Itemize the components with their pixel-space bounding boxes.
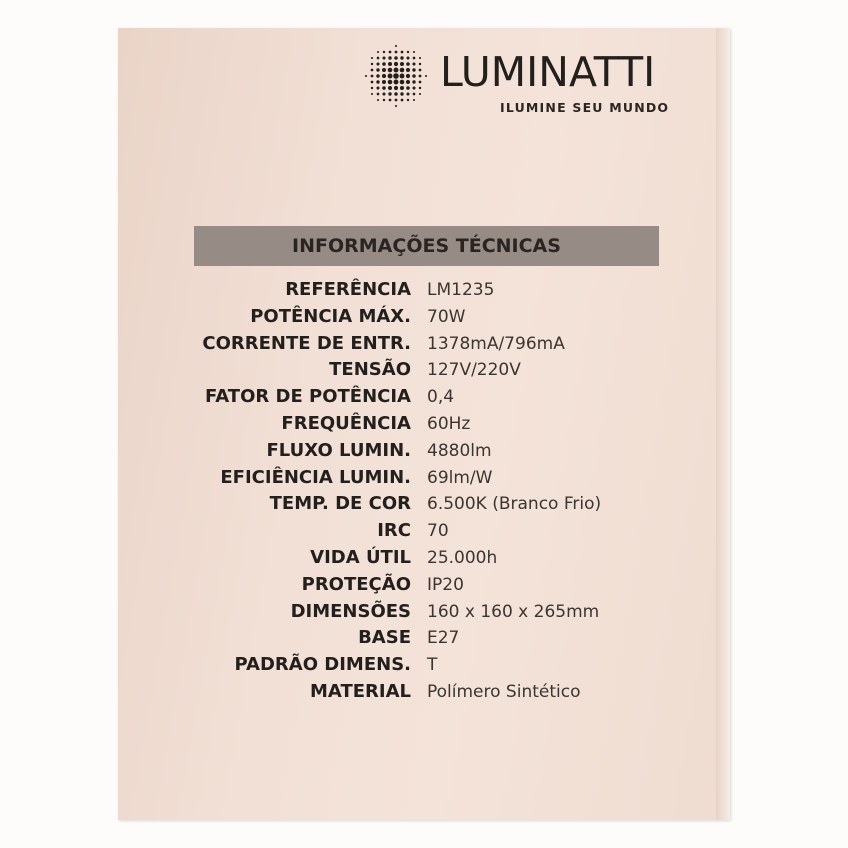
spec-row xyxy=(0,599,848,625)
spec-label: REFERÊNCIA xyxy=(285,279,411,300)
spec-label: FLUXO LUMIN. xyxy=(266,439,411,461)
spec-label: DIMENSÕES xyxy=(290,600,411,622)
spec-label: BASE xyxy=(358,627,411,649)
spec-label: TENSÃO xyxy=(329,359,411,381)
spec-value: 69lm/W xyxy=(427,467,493,488)
spec-value: 70 xyxy=(427,521,449,542)
spec-value: E27 xyxy=(427,628,460,649)
spec-label: VIDA ÚTIL xyxy=(310,547,411,568)
spec-value: IP20 xyxy=(427,574,464,595)
spec-row xyxy=(0,277,848,303)
spec-row xyxy=(0,652,848,678)
spec-value: 0,4 xyxy=(427,387,455,408)
spec-row xyxy=(0,572,848,598)
spec-row xyxy=(0,491,848,517)
spec-value: Polímero Sintético xyxy=(427,682,581,702)
spec-label: PROTEÇÃO xyxy=(301,573,411,595)
spec-label: EFICIÊNCIA LUMIN. xyxy=(220,466,411,488)
spec-value: 127V/220V xyxy=(427,360,521,381)
spec-row xyxy=(0,331,848,357)
spec-value: 4880lm xyxy=(427,440,492,461)
spec-label: FREQUÊNCIA xyxy=(281,413,411,434)
spec-value: 1378mA/796mA xyxy=(427,333,565,354)
spec-label: IRC xyxy=(377,520,411,542)
spec-row xyxy=(0,518,848,544)
spec-row xyxy=(0,357,848,383)
dot-sphere-logo-icon xyxy=(358,42,434,110)
spec-label: FATOR DE POTÊNCIA xyxy=(205,386,411,408)
spec-row xyxy=(0,625,848,651)
spec-row xyxy=(0,679,848,705)
spec-row xyxy=(0,411,848,437)
brand-tagline: ILUMINE SEU MUNDO xyxy=(500,100,670,115)
spec-value: 6.500K (Branco Frio) xyxy=(427,494,602,515)
spec-value: 70W xyxy=(427,306,466,327)
spec-value: 60Hz xyxy=(427,414,471,434)
section-title: INFORMAÇÕES TÉCNICAS xyxy=(292,235,561,257)
spec-value: T xyxy=(427,655,438,676)
spec-value: 25.000h xyxy=(427,548,498,568)
spec-label: TEMP. DE COR xyxy=(269,493,411,515)
spec-label: POTÊNCIA MÁX. xyxy=(250,305,411,327)
spec-row xyxy=(0,384,848,410)
spec-row xyxy=(0,438,848,464)
spec-row xyxy=(0,465,848,491)
spec-value: 160 x 160 x 265mm xyxy=(427,601,600,622)
spec-row xyxy=(0,545,848,571)
spec-label: CORRENTE DE ENTR. xyxy=(202,332,411,354)
spec-value: LM1235 xyxy=(427,280,495,300)
spec-row xyxy=(0,304,848,330)
spec-label: MATERIAL xyxy=(310,681,411,702)
brand-name: LUMINATTI xyxy=(440,48,656,96)
spec-label: PADRÃO DIMENS. xyxy=(234,654,411,676)
